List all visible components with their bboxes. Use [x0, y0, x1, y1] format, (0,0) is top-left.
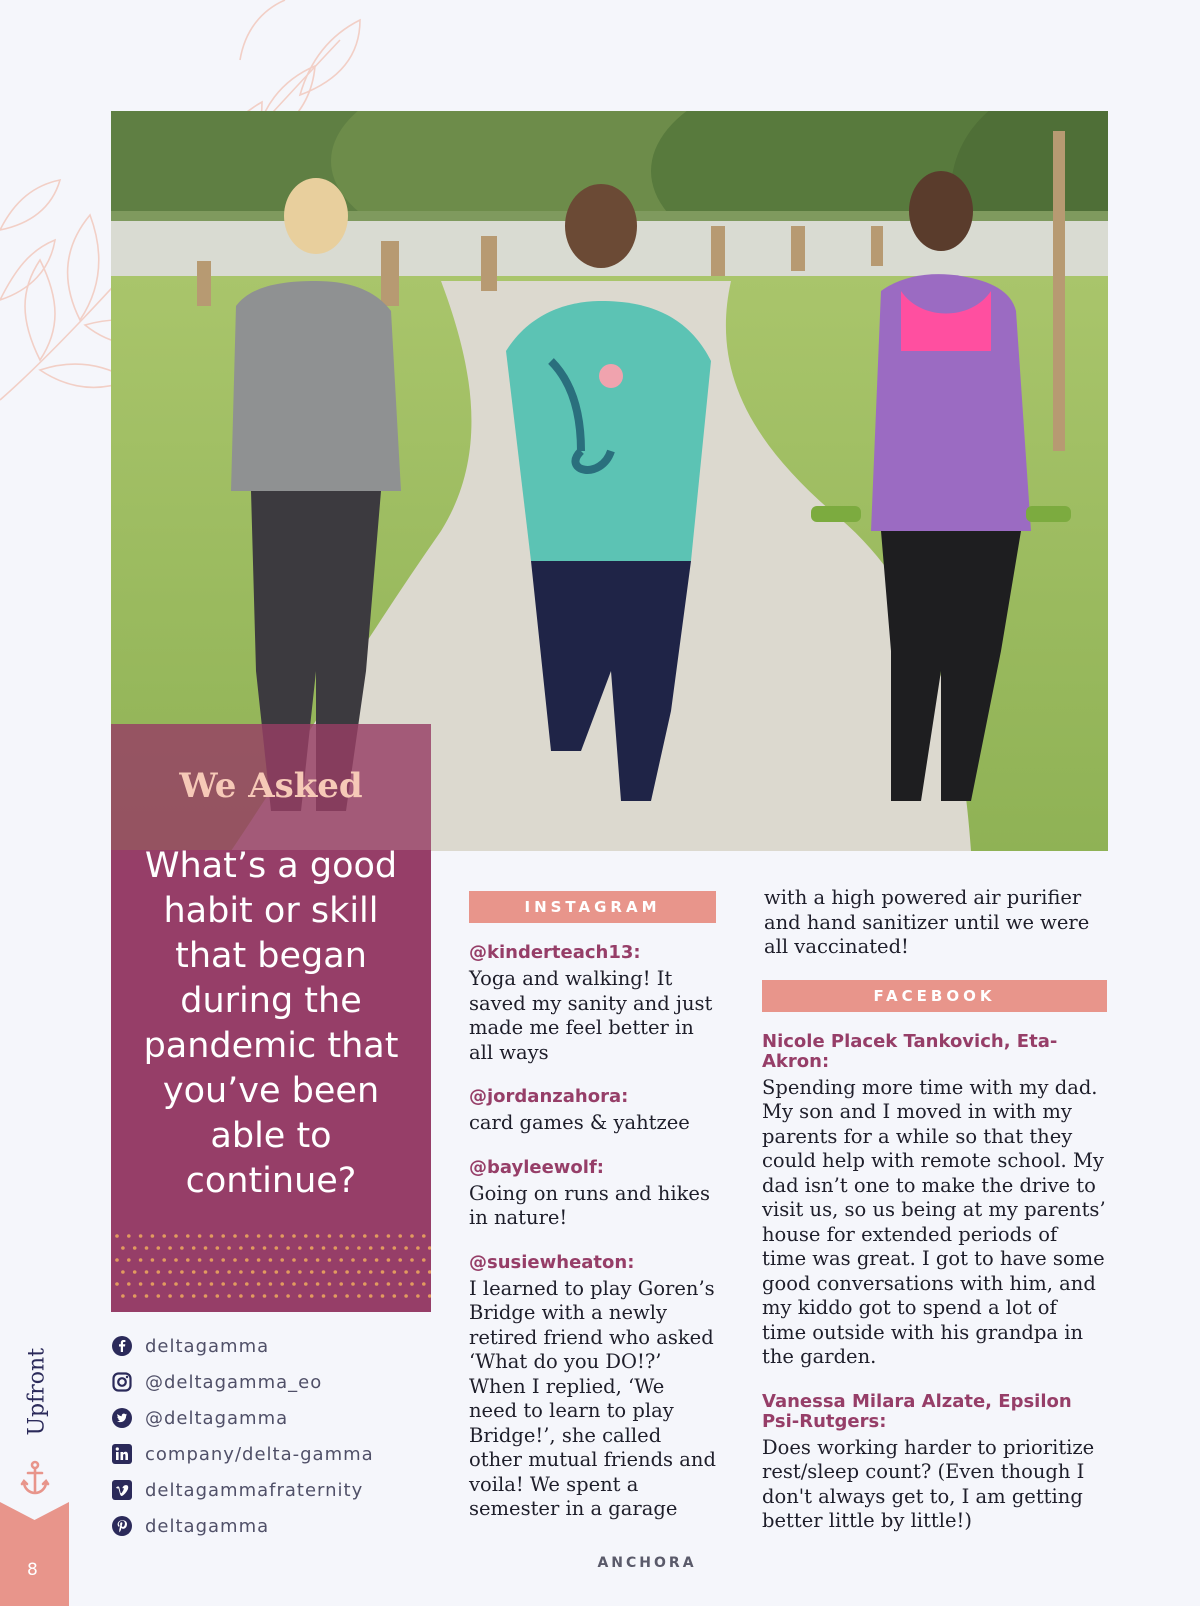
dot [363, 1234, 367, 1238]
dot [251, 1270, 255, 1274]
dot [198, 1282, 202, 1286]
social-link-twitter[interactable] [111, 1400, 431, 1436]
dot [304, 1234, 308, 1238]
dot [339, 1282, 343, 1286]
we-asked-panel [111, 724, 431, 1312]
dot [304, 1258, 308, 1262]
dot [174, 1258, 178, 1262]
dot [127, 1258, 131, 1262]
dot [269, 1258, 273, 1262]
dot [210, 1282, 214, 1286]
dot [115, 1258, 119, 1262]
dot [292, 1282, 296, 1286]
dot [121, 1246, 125, 1250]
dot [310, 1294, 314, 1298]
dot [139, 1258, 143, 1262]
entry-text: Yoga and walking! It saved my sanity and just made me feel better in all ways [469, 967, 713, 1064]
dot [216, 1270, 220, 1274]
social-link-instagram[interactable] [111, 1364, 431, 1400]
dot [233, 1234, 237, 1238]
dot [387, 1282, 391, 1286]
dot [345, 1270, 349, 1274]
instagram-label: INSTAGRAM [469, 891, 716, 923]
dot [192, 1270, 196, 1274]
dot [398, 1258, 402, 1262]
dot [186, 1234, 190, 1238]
dot [186, 1258, 190, 1262]
dot [216, 1246, 220, 1250]
social-link-linkedin[interactable] [111, 1436, 431, 1472]
dot [162, 1282, 166, 1286]
dot [298, 1294, 302, 1298]
dot [351, 1234, 355, 1238]
dot [186, 1282, 190, 1286]
dot [198, 1234, 202, 1238]
dot [345, 1294, 349, 1298]
dot [357, 1270, 361, 1274]
dot [162, 1234, 166, 1238]
social-handle: deltagammafraternity [145, 1479, 364, 1501]
dot [369, 1270, 373, 1274]
dot [121, 1294, 125, 1298]
dot [410, 1282, 414, 1286]
dot [162, 1258, 166, 1262]
dot [292, 1234, 296, 1238]
social-link-pinterest[interactable] [111, 1508, 431, 1544]
dot [334, 1270, 338, 1274]
page-number: 8 [27, 1560, 38, 1580]
dot [345, 1246, 349, 1250]
social-handle: @deltagamma_eo [145, 1371, 323, 1393]
dot [239, 1294, 243, 1298]
dot [174, 1282, 178, 1286]
entry-handle: Vanessa Milara Alzate, Epsilon Psi-Rutgers: [762, 1390, 1072, 1432]
dot [298, 1270, 302, 1274]
dot [381, 1270, 385, 1274]
facebook-entry [762, 1032, 1107, 1370]
entry-text: card games & yahtzee [469, 1111, 690, 1134]
dot [363, 1282, 367, 1286]
dot [221, 1282, 225, 1286]
dot [157, 1246, 161, 1250]
dot [168, 1270, 172, 1274]
social-link-vimeo[interactable] [111, 1472, 431, 1508]
dot [180, 1294, 184, 1298]
dot [328, 1234, 332, 1238]
dot [393, 1294, 397, 1298]
dot [404, 1294, 408, 1298]
dot [151, 1234, 155, 1238]
dot [151, 1282, 155, 1286]
dot [275, 1294, 279, 1298]
entry-handle: @jordanzahora: [469, 1086, 629, 1107]
dot [239, 1246, 243, 1250]
social-link-facebook[interactable] [111, 1328, 431, 1364]
page-number-tab [0, 1502, 69, 1606]
dot [133, 1246, 137, 1250]
dot [422, 1258, 426, 1262]
dot [422, 1282, 426, 1286]
dot [133, 1294, 137, 1298]
dot [357, 1246, 361, 1250]
instagram-entry [469, 1087, 716, 1136]
dot [416, 1246, 420, 1250]
social-links [111, 1328, 431, 1544]
dot [139, 1282, 143, 1286]
dot [275, 1246, 279, 1250]
dot [280, 1258, 284, 1262]
social-handle: @deltagamma [145, 1407, 289, 1429]
dot [192, 1246, 196, 1250]
dot [233, 1282, 237, 1286]
anchor-icon [20, 1460, 50, 1496]
entry-handle: @kinderteach13: [469, 942, 641, 963]
dot [174, 1234, 178, 1238]
dot [428, 1270, 431, 1274]
dot [375, 1258, 379, 1262]
dot [339, 1258, 343, 1262]
section-label [24, 1347, 50, 1436]
dot [322, 1294, 326, 1298]
dot [334, 1294, 338, 1298]
dot [127, 1234, 131, 1238]
magazine-footer: ANCHORA [597, 1555, 697, 1571]
pinterest-icon [111, 1515, 133, 1537]
dot [251, 1294, 255, 1298]
instagram-entry [469, 1253, 716, 1522]
dot [428, 1294, 431, 1298]
social-handle: deltagamma [145, 1335, 270, 1357]
dot [251, 1246, 255, 1250]
entry-handle: @susiewheaton: [469, 1251, 635, 1273]
dot [280, 1282, 284, 1286]
dot [351, 1282, 355, 1286]
dot [145, 1270, 149, 1274]
section-label-text: Upfront [24, 1347, 50, 1436]
dot [369, 1246, 373, 1250]
dot [416, 1294, 420, 1298]
dot [115, 1282, 119, 1286]
dot [381, 1246, 385, 1250]
dot [157, 1294, 161, 1298]
dot [198, 1258, 202, 1262]
instagram-entry [469, 1158, 716, 1231]
dot [180, 1270, 184, 1274]
entry-text: Going on runs and hikes in nature! [469, 1181, 710, 1229]
question-text: What’s a good habit or skill that began during the pandemic that you’ve been able to continue? [143, 846, 399, 1201]
dot [416, 1270, 420, 1274]
dot [257, 1282, 261, 1286]
dot [328, 1258, 332, 1262]
facebook-icon [111, 1335, 133, 1357]
dot [121, 1270, 125, 1274]
dot [316, 1258, 320, 1262]
dot [404, 1246, 408, 1250]
dot [151, 1258, 155, 1262]
dot [145, 1294, 149, 1298]
dot [216, 1294, 220, 1298]
dot [363, 1258, 367, 1262]
dot [375, 1234, 379, 1238]
dot [398, 1234, 402, 1238]
dot [387, 1234, 391, 1238]
dot [369, 1294, 373, 1298]
instagram-icon [111, 1371, 133, 1393]
dot [393, 1246, 397, 1250]
dot [168, 1294, 172, 1298]
dot [322, 1246, 326, 1250]
dot [275, 1270, 279, 1274]
dot [310, 1246, 314, 1250]
dot [310, 1270, 314, 1274]
dot [381, 1294, 385, 1298]
entry-handle: Nicole Placek Tankovich, Eta-Akron: [762, 1030, 1058, 1072]
dot [115, 1234, 119, 1238]
dot [210, 1234, 214, 1238]
dot [263, 1246, 267, 1250]
dot [375, 1282, 379, 1286]
dot [286, 1246, 290, 1250]
right-column [762, 886, 1107, 1556]
dot [328, 1282, 332, 1286]
dot [339, 1234, 343, 1238]
dot [393, 1270, 397, 1274]
dot [192, 1294, 196, 1298]
dot [133, 1270, 137, 1274]
dot [286, 1294, 290, 1298]
dot [404, 1270, 408, 1274]
dot [180, 1246, 184, 1250]
dot [210, 1258, 214, 1262]
dot [221, 1234, 225, 1238]
dot [204, 1270, 208, 1274]
dot [316, 1234, 320, 1238]
dot-pattern-decoration [111, 1222, 431, 1312]
dot [221, 1258, 225, 1262]
dot [351, 1258, 355, 1262]
dot [286, 1270, 290, 1274]
dot [322, 1270, 326, 1274]
dot [145, 1246, 149, 1250]
dot [204, 1294, 208, 1298]
facebook-label: FACEBOOK [762, 980, 1107, 1012]
dot [245, 1258, 249, 1262]
instagram-entry [469, 943, 716, 1065]
dot [334, 1246, 338, 1250]
dot [280, 1234, 284, 1238]
dot [316, 1282, 320, 1286]
entry-text: I learned to play Goren’s Bridge with a newly retired friend who asked ‘What do you DO!?’ When I replied, ‘We need to learn to play Bridge!’, she called other mutual friends and voila! We spent a semester in a garage [469, 1276, 716, 1520]
dot [410, 1258, 414, 1262]
dot [292, 1258, 296, 1262]
dot [168, 1246, 172, 1250]
dot [257, 1234, 261, 1238]
entry-handle: @bayleewolf: [469, 1156, 604, 1178]
dot [428, 1246, 431, 1250]
dot [245, 1282, 249, 1286]
dot [298, 1246, 302, 1250]
continued-text: with a high powered air purifier and hand sanitizer until we were all vaccinated! [764, 886, 1090, 958]
dot [387, 1258, 391, 1262]
dot [357, 1294, 361, 1298]
dot [204, 1246, 208, 1250]
dot [410, 1234, 414, 1238]
dot [263, 1270, 267, 1274]
entry-text: Spending more time with my dad. My son and I moved in with my parents for a while so that they could help with remote school. My dad isn’t one to make the drive to visit us, so us being at my parents’ house for extended periods of time was great. I got to have some good conversations with him, and my kiddo got to spend a lot of time outside with his grandpa in the garden. [762, 1075, 1106, 1368]
dot [139, 1234, 143, 1238]
twitter-icon [111, 1407, 133, 1429]
dot [227, 1270, 231, 1274]
vimeo-icon [111, 1479, 133, 1501]
social-handle: company/delta-gamma [145, 1443, 374, 1465]
dot [398, 1282, 402, 1286]
dot [157, 1270, 161, 1274]
dot [227, 1246, 231, 1250]
linkedin-icon [111, 1443, 133, 1465]
dot [422, 1234, 426, 1238]
dot [239, 1270, 243, 1274]
dot [233, 1258, 237, 1262]
facebook-entry [762, 1392, 1107, 1534]
dot [227, 1294, 231, 1298]
dot [269, 1234, 273, 1238]
instagram-column [469, 891, 716, 1544]
entry-text: Does working harder to prioritize rest/sleep count? (Even though I don't always get to, I am getting better little by little!) [762, 1435, 1095, 1532]
we-asked-title: We Asked [179, 766, 363, 806]
social-handle: deltagamma [145, 1515, 270, 1537]
dot [269, 1282, 273, 1286]
dot [304, 1282, 308, 1286]
dot [245, 1234, 249, 1238]
dot [257, 1258, 261, 1262]
dot [127, 1282, 131, 1286]
dot [263, 1294, 267, 1298]
